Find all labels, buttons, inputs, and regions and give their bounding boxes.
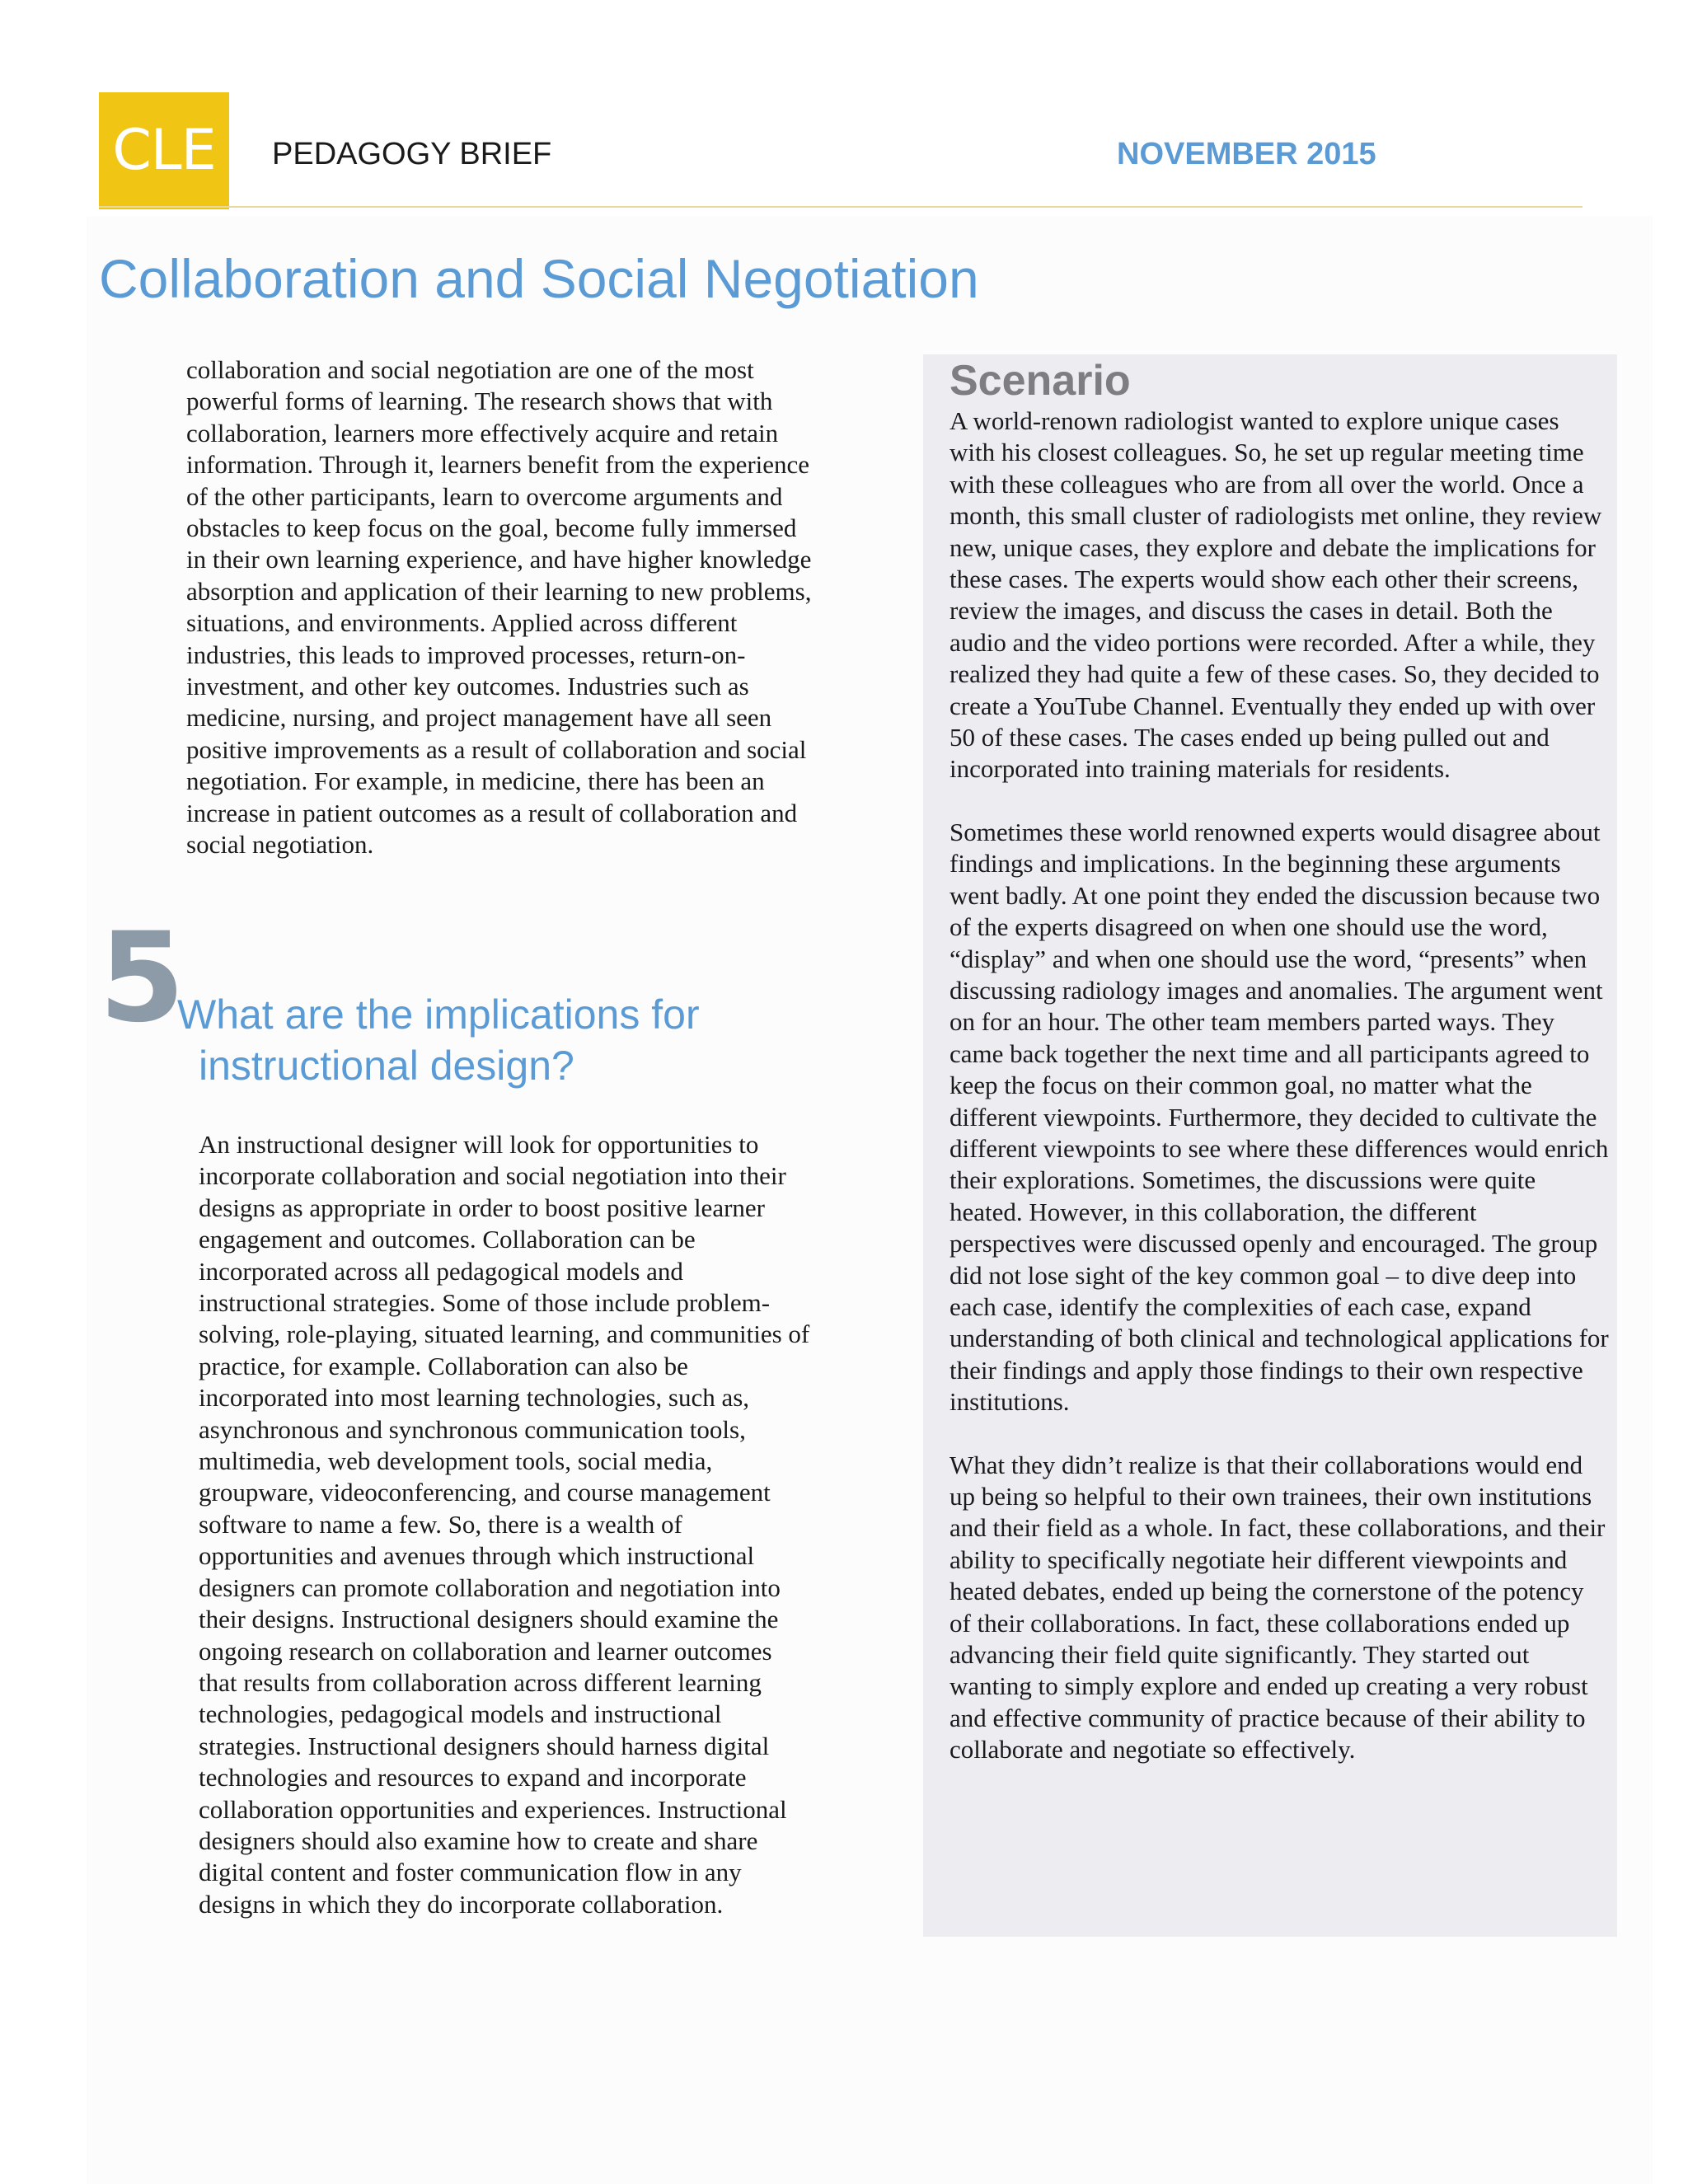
logo-text: CLE [112, 118, 216, 183]
brief-type-label: PEDAGOGY BRIEF [272, 137, 552, 171]
header-divider [99, 206, 1582, 208]
scenario-paragraph: A world-renown radiologist wanted to explore unique cases with his closest colleagues. So, he set up regular meeting time with these colleagues who are from all over the world. Once a month, this small cluster of radiologists met online, they review new, unique cases, they explore and debate the implications for these cases. The experts would show each other their screens, review the images, and discuss the cases in detail. Both the audio and the video portions were recorded. After a while, they realized they had quite a few of these cases. So, they decided to create a YouTube Channel. Eventually they ended up with over 50 of these cases. The cases ended up being pulled out and incorporated into training materials for residents. [950, 406, 1602, 784]
intro-paragraph: collaboration and social negotiation are one of the most powerful forms of learning. The research shows that with collaboration, learners more effectively acquire and retain information. Through it, learners benefit from the experience of the other participants, learn to overcome arguments and obstacles to keep focus on the goal, become fully immersed in their own learning experience, and have higher knowledge absorption and application of their learning to new problems, situations, and environments. Applied across different industries, this leads to improved processes, return-on-investment, and other key outcomes. Industries such as medicine, nursing, and project management have all seen positive improvements as a result of collaboration and social negotiation. For example, in medicine, there has been an increase in patient outcomes as a result of collaboration and social negotiation. [186, 355, 812, 860]
scenario-paragraph: What they didn’t realize is that their collaborations would end up being so helpful to their own trainees, their own institutions and their field as a whole. In fact, these collaborations, and their ability to specifically negotiate heir different viewpoints and heated debates, ended up being the cornerstone of the potency of their collaborations. In fact, these collaborations ended up advancing their field quite significantly. They started out wanting to simply explore and ended up creating a very robust and effective community of practice because of their ability to collaborate and negotiate so effectively. [950, 1450, 1606, 1765]
scenario-paragraph: Sometimes these world renowned experts would disagree about findings and implications. In the beginning these arguments went badly. At one point they ended the discussion because two of the experts disagreed on when one should use the word, “display” and when one should use the word, “presents” when discussing radiology images and anomalies. The argument went on for an hour. The other team members parted ways. They came back together the next time and all participants agreed to keep the focus on their common goal, no matter what the different viewpoints. Furthermore, they decided to cultivate the different viewpoints to see where these differences would enrich their explorations. Sometimes, the discussions were quite heated. However, in this collaboration, the different perspectives were discussed openly and encouraged. The group did not lose sight of the key common goal – to dive deep into each case, identify the complexities of each case, expand understanding of both clinical and technological applications for their findings and apply those findings to their own respective institutions. [950, 817, 1609, 1417]
section-heading [177, 989, 837, 1091]
scenario-title: Scenario [950, 357, 1131, 405]
implications-paragraph: An instructional designer will look for opportunities to incorporate collaboration and social negotiation into their designs as appropriate in order to boost positive learner engagement and outcomes. Collaboration can be incorporated across all pedagogical models and instructional strategies. Some of those include problem-solving, role-playing, situated learning, and communities of practice, for example. Collaboration can also be incorporated into most learning technologies, such as, asynchronous and synchronous communication tools, multimedia, web development tools, social media, groupware, videoconferencing, and course management software to name a few. So, there is a wealth of opportunities and avenues through which instructional designers can promote collaboration and negotiation into their designs. Instructional designers should examine the ongoing research on collaboration and learner outcomes that results from collaboration across different learning technologies, pedagogical models and instructional strategies. Instructional designers should harness digital technologies and resources to expand and incorporate collaboration opportunities and experiences. Instructional designers should also examine how to create and share digital content and foster communication flow in any designs in which they do incorporate collaboration. [199, 1130, 810, 1919]
page-title: Collaboration and Social Negotiation [99, 248, 979, 309]
scenario-sidebar [923, 354, 1617, 1937]
section-heading-line2: instructional design? [199, 1043, 574, 1089]
issue-date: NOVEMBER 2015 [1117, 137, 1376, 171]
section-heading-line1: What are the implications for [177, 991, 700, 1038]
section-number: 5 [99, 907, 185, 1050]
cle-logo [99, 92, 229, 209]
